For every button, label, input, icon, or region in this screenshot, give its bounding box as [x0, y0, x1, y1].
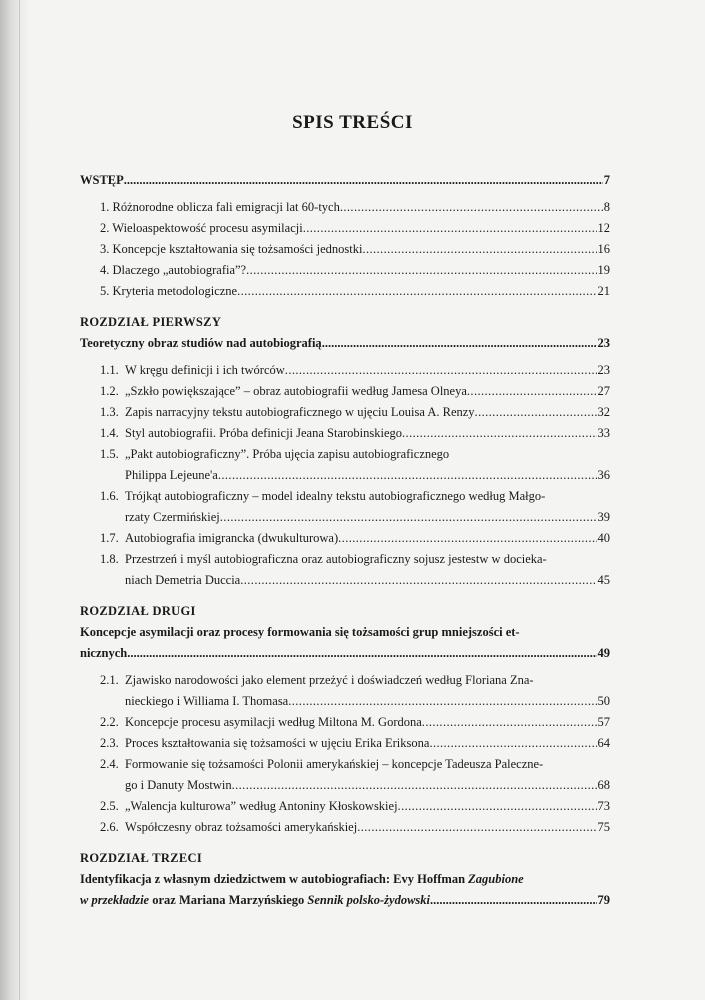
entry-title: nieckiego i Williama I. Thomasa [125, 694, 289, 708]
entry-number: 5. [100, 284, 110, 298]
dot-leader [127, 643, 596, 664]
toc-entry-line1[interactable] [80, 444, 610, 465]
entry-number: 1.4. [100, 426, 119, 440]
entry-page: 64 [597, 736, 610, 750]
entry-title: Kryteria metodologiczne [112, 284, 238, 298]
dot-leader [237, 281, 596, 302]
dot-leader [288, 691, 596, 712]
entry-page: 39 [597, 510, 610, 524]
toc-entry[interactable] [80, 712, 610, 733]
entry-number: 4. [100, 263, 110, 277]
entry-title: W kręgu definicji i ich twórców [125, 363, 285, 377]
entry-page: 16 [597, 242, 610, 256]
toc-entry-chapter-2[interactable] [80, 643, 610, 664]
dot-leader [422, 712, 597, 733]
entry-page: 79 [597, 893, 610, 907]
entry-page: 45 [597, 573, 610, 587]
dot-leader [124, 170, 603, 191]
dot-leader [402, 423, 596, 444]
dot-leader [340, 197, 603, 218]
book-title-italic: Zagubione [468, 872, 524, 886]
dot-leader [467, 381, 597, 402]
entry-page: 75 [597, 820, 610, 834]
dot-leader [232, 775, 597, 796]
chapter-title-text: Identyfikacja z własnym dziedzictwem w autobiografiach: Evy Hoffman [80, 872, 466, 886]
entry-page: 7 [603, 173, 610, 187]
entry-number: 2. [100, 221, 110, 235]
entry-page: 36 [597, 468, 610, 482]
entry-number: 1.5. [100, 447, 119, 461]
entry-page: 23 [597, 336, 610, 350]
chapter-title: Teoretyczny obraz studiów nad autobiografią [80, 336, 322, 350]
entry-number: 1.3. [100, 405, 119, 419]
dot-leader [246, 260, 596, 281]
entry-page: 57 [597, 715, 610, 729]
chapter-title-line1 [80, 869, 610, 890]
entry-title-line1: „Pakt autobiograficzny”. Próba ujęcia zapisu autobiograficznego [125, 447, 450, 461]
entry-page: 27 [597, 384, 610, 398]
toc-entry-line1[interactable] [80, 670, 610, 691]
entry-title: rzaty Czermińskiej [125, 510, 220, 524]
page-title: SPIS TREŚCI [292, 112, 413, 133]
entry-number: 2.4. [100, 757, 119, 771]
chapter-title-line1: Koncepcje asymilacji oraz procesy formowania się tożsamości grup mniejszości et- [80, 625, 520, 639]
entry-title-line1: Formowanie się tożsamości Polonii amerykańskiej – koncepcje Tadeusza Paleczne- [125, 757, 544, 771]
toc-entry-line1[interactable] [80, 754, 610, 775]
toc-entry-line1[interactable] [80, 549, 610, 570]
toc-entry[interactable] [80, 281, 610, 302]
entry-number: 1.1. [100, 363, 119, 377]
entry-title: go i Danuty Mostwin [125, 778, 232, 792]
toc-entry[interactable] [80, 528, 610, 549]
dot-leader [362, 239, 596, 260]
table-of-contents [80, 170, 610, 911]
entry-title: WSTĘP [80, 173, 124, 187]
toc-entry-line1[interactable] [80, 486, 610, 507]
entry-number: 1.8. [100, 552, 119, 566]
dot-leader [240, 570, 596, 591]
entry-page: 12 [597, 221, 610, 235]
dot-leader [303, 218, 597, 239]
entry-title: Philippa Lejeune'a [125, 468, 218, 482]
entry-page: 8 [603, 200, 610, 214]
dot-leader [475, 402, 597, 423]
entry-title: Styl autobiografii. Próba definicji Jeana Starobinskiego [125, 426, 403, 440]
entry-number: 1.6. [100, 489, 119, 503]
dot-leader [398, 796, 597, 817]
chapter-3-header: ROZDZIAŁ TRZECI [80, 851, 203, 865]
toc-entry[interactable] [80, 507, 610, 528]
toc-entry-intro[interactable] [80, 170, 610, 191]
dot-leader [338, 528, 596, 549]
toc-entry[interactable] [80, 796, 610, 817]
dot-leader [218, 465, 597, 486]
entry-number: 2.5. [100, 799, 119, 813]
entry-number: 1. [100, 200, 110, 214]
dot-leader [429, 733, 596, 754]
entry-number: 1.7. [100, 531, 119, 545]
toc-entry[interactable] [80, 423, 610, 444]
chapter-title: nicznych [80, 646, 128, 660]
entry-title: Proces kształtowania się tożsamości w ujęciu Erika Eriksona [125, 736, 430, 750]
entry-title-line1: Trójkąt autobiograficzny – model idealny tekstu autobiograficznego według Małgo- [125, 489, 546, 503]
entry-title: Zapis narracyjny tekstu autobiograficznego w ujęciu Louisa A. Renzy [125, 405, 475, 419]
entry-page: 33 [597, 426, 610, 440]
toc-entry[interactable] [80, 260, 610, 281]
book-title-italic: w przekładzie [80, 893, 150, 907]
toc-entry[interactable] [80, 775, 610, 796]
book-gutter-line [19, 0, 20, 1000]
entry-number: 2.1. [100, 673, 119, 687]
entry-page: 32 [597, 405, 610, 419]
entry-title: niach Demetria Duccia [125, 573, 241, 587]
entry-title: Koncepcje procesu asymilacji według Miltona M. Gordona [125, 715, 422, 729]
entry-number: 1.2. [100, 384, 119, 398]
toc-entry[interactable] [80, 381, 610, 402]
chapter-2-header: ROZDZIAŁ DRUGI [80, 604, 196, 618]
dot-leader [430, 890, 596, 911]
entry-page: 21 [597, 284, 610, 298]
toc-entry[interactable] [80, 239, 610, 260]
entry-page: 23 [597, 363, 610, 377]
entry-title: Autobiografia imigrancka (dwukulturowa) [125, 531, 339, 545]
toc-entry-chapter-3[interactable] [80, 890, 610, 911]
toc-entry[interactable] [80, 691, 610, 712]
dot-leader [220, 507, 597, 528]
toc-entry-chapter-1[interactable] [80, 333, 610, 354]
toc-entry[interactable] [80, 402, 610, 423]
entry-page: 19 [597, 263, 610, 277]
entry-title: Koncepcje kształtowania się tożsamości jednostki [112, 242, 363, 256]
entry-number: 2.6. [100, 820, 119, 834]
toc-entry[interactable] [80, 465, 610, 486]
entry-title: Wieloaspektowość procesu asymilacji [112, 221, 303, 235]
entry-page: 73 [597, 799, 610, 813]
toc-entry[interactable] [80, 733, 610, 754]
book-gutter-shadow [0, 0, 30, 1000]
entry-page: 68 [597, 778, 610, 792]
dot-leader [357, 817, 596, 838]
entry-title: Dlaczego „autobiografia”? [112, 263, 247, 277]
toc-entry[interactable] [80, 197, 610, 218]
toc-entry[interactable] [80, 218, 610, 239]
toc-entry[interactable] [80, 570, 610, 591]
entry-number: 2.3. [100, 736, 119, 750]
toc-entry[interactable] [80, 817, 610, 838]
entry-number: 3. [100, 242, 110, 256]
entry-title-line1: Przestrzeń i myśl autobiograficzna oraz autobiograficzny sojusz jestestw w docieka- [125, 552, 547, 566]
dot-leader [322, 333, 597, 354]
entry-title: „Walencja kulturowa” według Antoniny Kłoskowskiej [125, 799, 398, 813]
entry-page: 50 [597, 694, 610, 708]
entry-title-line1: Zjawisko narodowości jako element przeżyć i doświadczeń według Floriana Zna- [125, 673, 534, 687]
entry-number: 2.2. [100, 715, 119, 729]
chapter-1-header: ROZDZIAŁ PIERWSZY [80, 315, 222, 329]
entry-title: Współczesny obraz tożsamości amerykańskiej [125, 820, 358, 834]
entry-title: Różnorodne oblicza fali emigracji lat 60-tych [112, 200, 340, 214]
toc-entry[interactable] [80, 360, 610, 381]
chapter-title-text: oraz Mariana Marzyńskiego [152, 893, 305, 907]
entry-title: „Szkło powiększające” – obraz autobiografii według Jamesa Olneya [125, 384, 467, 398]
book-title-italic: Sennik polsko-żydowski [307, 893, 431, 907]
entry-page: 40 [597, 531, 610, 545]
dot-leader [285, 360, 597, 381]
entry-page: 49 [597, 646, 610, 660]
